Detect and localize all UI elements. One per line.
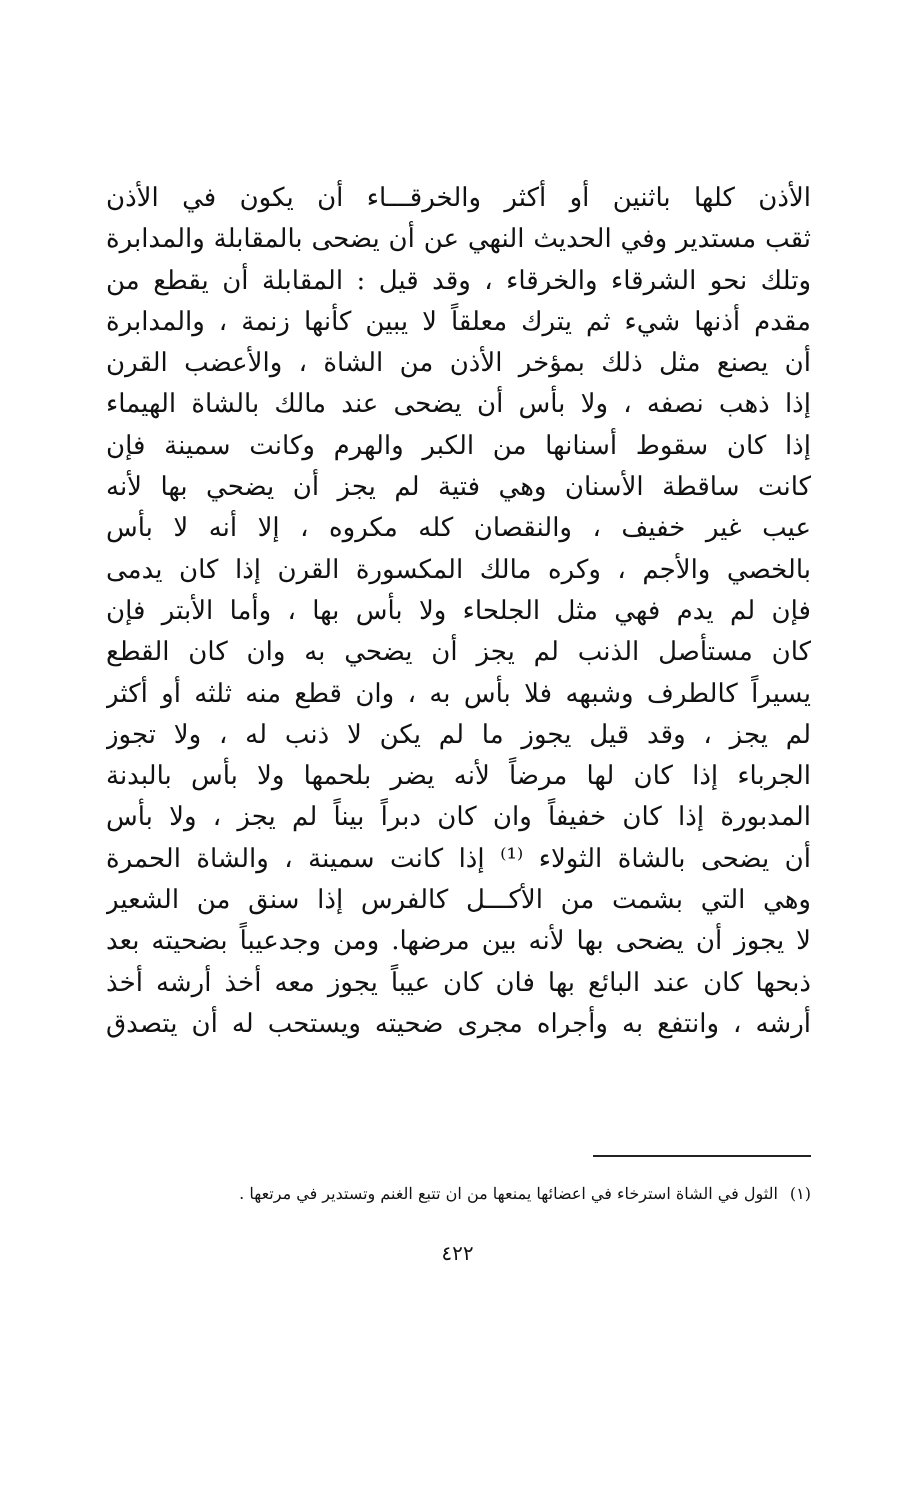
text-line: أن يضحى بالشاة الثولاء ⁽¹⁾ إذا كانت سمينة ، والشاة الحمرة	[106, 843, 811, 874]
text-line: كانت ساقطة الأسنان وهي فتية لم يجز أن يضحي بها لأنه	[106, 472, 811, 503]
main-text-block	[106, 178, 811, 1045]
text-line: الجرباء إذا كان لها مرضاً لأنه يضر بلحمها ولا بأس بالبدنة	[106, 761, 811, 792]
text-line: عيب غير خفيف ، والنقصان كله مكروه ، إلا أنه لا بأس	[106, 513, 811, 544]
text-line: إذا كان سقوط أسنانها من الكبر والهرم وكانت سمينة فإن	[106, 430, 811, 461]
footnote	[140, 1180, 811, 1208]
text-line: إذا ذهب نصفه ، ولا بأس أن يضحى عند مالك بالشاة الهيماء	[106, 389, 811, 420]
footnote-text: الثول في الشاة استرخاء في اعضائها يمنعها من ان تتبع الغنم وتستدير في مرتعها .	[239, 1184, 778, 1203]
text-line: مقدم أذنها شيء ثم يترك معلقاً لا يبين كأنها زنمة ، والمدابرة	[106, 306, 811, 337]
text-line: بالخصي والأجم ، وكره مالك المكسورة القرن إذا كان يدمى	[106, 554, 811, 585]
footnote-separator	[593, 1155, 811, 1157]
footnote-marker: (١)	[789, 1184, 811, 1203]
text-line: أرشه ، وانتفع به وأجراه مجرى ضحيته ويستحب له أن يتصدق	[106, 1008, 811, 1039]
text-line: المدبورة إذا كان خفيفاً وان كان دبراً بيناً لم يجز ، ولا بأس	[106, 802, 811, 833]
text-line: ذبحها كان عند البائع بها فان كان عيباً يجوز معه أخذ أرشه أخذ	[106, 967, 811, 998]
page-number: ٤٢٢	[441, 1241, 474, 1265]
text-line: يسيراً كالطرف وشبهه فلا بأس به ، وان قطع منه ثلثه أو أكثر	[106, 678, 811, 709]
text-line: ثقب مستدير وفي الحديث النهي عن أن يضحى بالمقابلة والمدابرة	[106, 224, 811, 255]
text-line: فإن لم يدم فهي مثل الجلحاء ولا بأس بها ، وأما الأبتر فإن	[106, 595, 811, 626]
text-line: لم يجز ، وقد قيل يجوز ما لم يكن لا ذنب له ، ولا تجوز	[106, 719, 811, 750]
text-line: وتلك نحو الشرقاء والخرقاء ، وقد قيل : المقابلة أن يقطع من	[106, 265, 811, 296]
text-line: أن يصنع مثل ذلك بمؤخر الأذن من الشاة ، والأعضب القرن	[106, 348, 811, 379]
text-line: كان مستأصل الذنب لم يجز أن يضحي به وان كان القطع	[106, 637, 811, 668]
text-line: لا يجوز أن يضحى بها لأنه بين مرضها. ومن وجدعيباً بضحيته بعد	[106, 926, 811, 957]
text-line: الأذن كلها باثنين أو أكثر والخرقـــاء أن يكون في الأذن	[106, 183, 811, 213]
text-line: وهي التي بشمت من الأكـــل كالفرس إذا سنق من الشعير	[106, 885, 811, 916]
